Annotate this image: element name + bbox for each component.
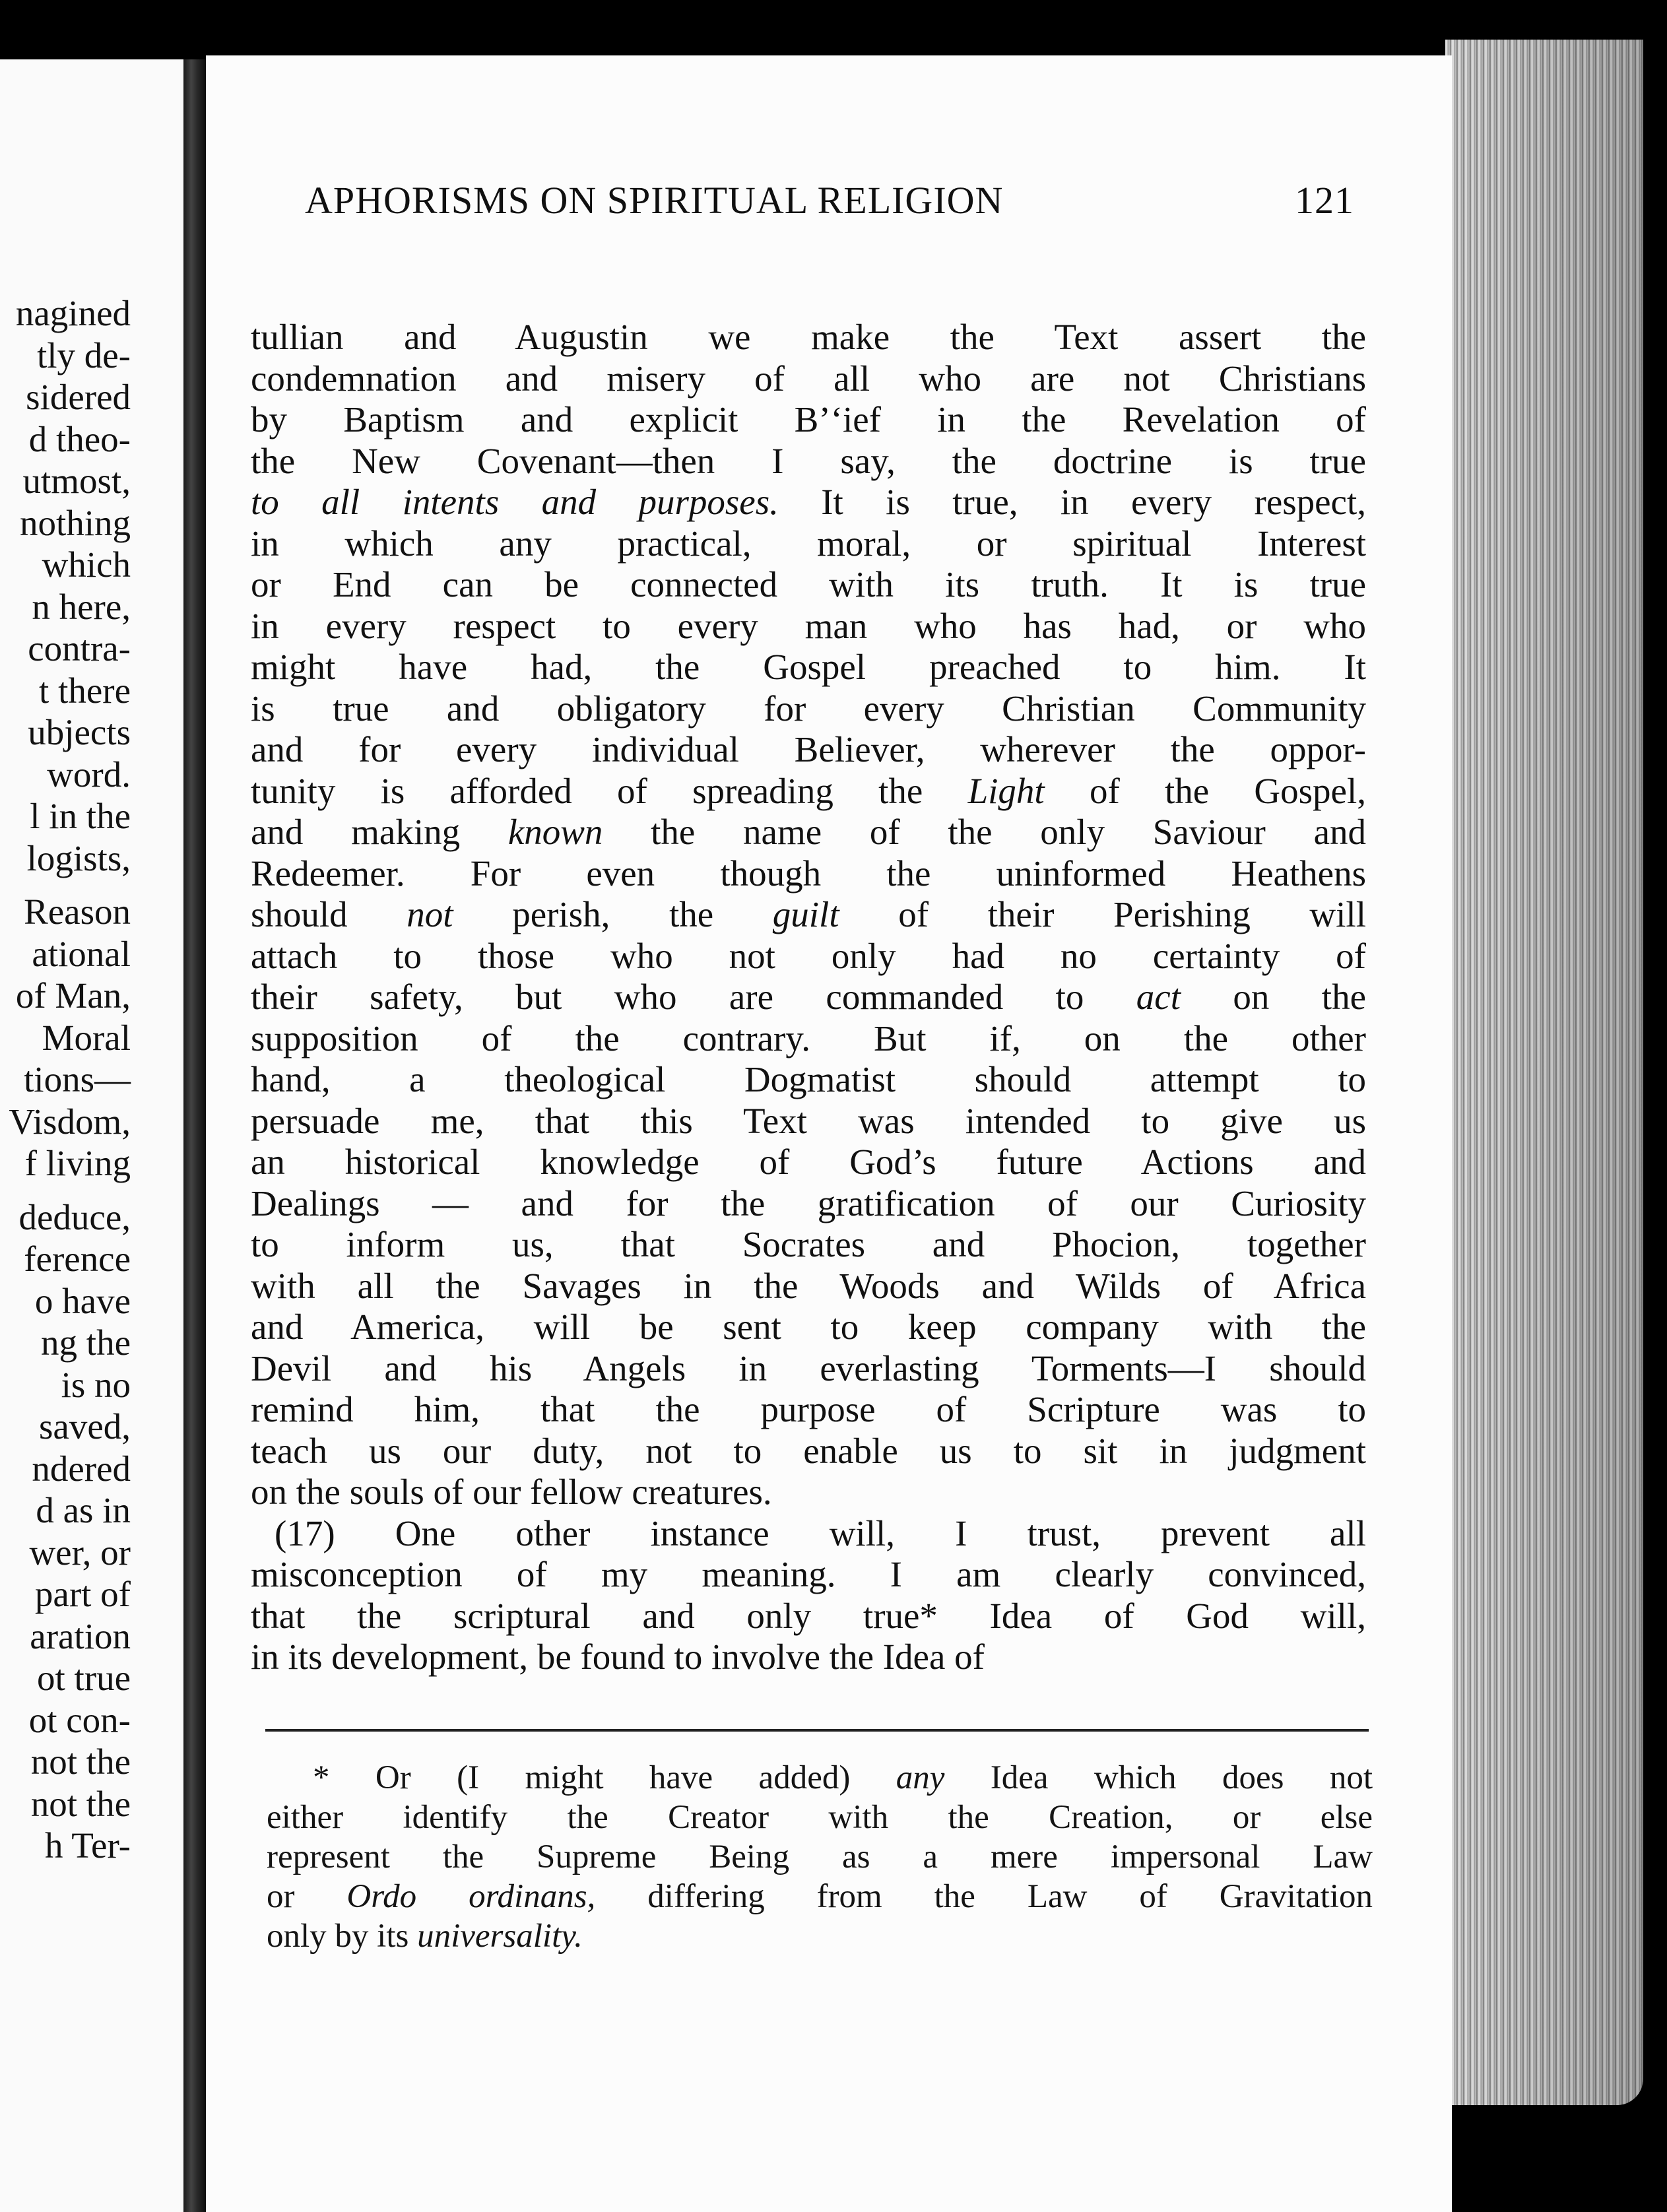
- text-run: that the scriptural and only true* Idea of God will,: [251, 1595, 1366, 1636]
- italic-text: universality.: [417, 1918, 583, 1955]
- text-run: condemnation and misery of all who are not Christians: [251, 358, 1366, 399]
- left-page-line: tions—: [24, 1059, 131, 1099]
- text-line: [251, 771, 1366, 812]
- left-page-line: t there: [39, 670, 131, 711]
- left-page: [0, 59, 185, 2212]
- text-run: (17) One other instance will, I trust, prevent all: [275, 1513, 1366, 1553]
- left-page-line: ng the: [41, 1322, 131, 1363]
- text-run: in which any practical, moral, or spiritual Interest: [251, 523, 1366, 564]
- left-page-line: ference: [24, 1239, 131, 1279]
- text-run: * Or (I might have added): [313, 1759, 896, 1796]
- left-page-line: d as in: [36, 1490, 131, 1530]
- left-page-line: ot con-: [28, 1699, 131, 1740]
- italic-text: to all intents and purposes.: [251, 482, 779, 522]
- text-run: ’: [818, 399, 831, 439]
- text-line: [251, 1266, 1366, 1307]
- left-page-line: deduce,: [18, 1196, 131, 1237]
- page-header: [305, 178, 1354, 231]
- text-run: hand, a theological Dogmatist should attempt to: [251, 1059, 1366, 1099]
- left-page-line: word.: [47, 754, 131, 795]
- text-line: [251, 358, 1366, 400]
- body-text: [251, 317, 1366, 1678]
- left-page-line: ndered: [32, 1448, 131, 1489]
- text-run: and making: [251, 812, 508, 852]
- text-line: [251, 1472, 1366, 1513]
- left-page-line: ational: [32, 933, 131, 974]
- text-run: represent the Supreme Being as a mere impersonal Law: [267, 1838, 1373, 1875]
- text-run: and America, will be sent to keep company with the: [251, 1307, 1366, 1347]
- text-run: It is true, in every respect,: [778, 482, 1366, 522]
- text-line: [251, 729, 1366, 771]
- text-run: with all the Savages in the Woods and Wilds of Africa: [251, 1265, 1366, 1306]
- text-line: [251, 647, 1366, 688]
- left-page-line: n here,: [32, 586, 131, 627]
- text-run: ‘ief in the Revelation of: [830, 399, 1366, 439]
- text-line: [251, 1224, 1366, 1266]
- text-line: [251, 1142, 1366, 1183]
- text-line: [251, 853, 1366, 895]
- text-run: tunity is afforded of spreading the: [251, 770, 968, 811]
- text-run: teach us our duty, not to enable us to sit in judgment: [251, 1430, 1366, 1471]
- text-line: [251, 317, 1366, 358]
- text-run: supposition of the contrary. But if, on the other: [251, 1018, 1366, 1058]
- text-run: either identify the Creator with the Creation, or else: [267, 1799, 1373, 1836]
- left-page-line: l in the: [30, 796, 131, 836]
- left-page-line: contra-: [28, 628, 131, 668]
- text-run: their safety, but who are commanded to: [251, 977, 1136, 1017]
- running-title: APHORISMS ON SPIRITUAL RELIGION: [305, 179, 1004, 222]
- text-run: an historical knowledge of God’s future Actions and: [251, 1142, 1366, 1182]
- text-line: [251, 1307, 1366, 1348]
- text-run: tullian and Augustin we make the Text assert the: [251, 317, 1366, 357]
- text-run: remind him, that the purpose of Scripture was to: [251, 1389, 1366, 1429]
- text-line: [251, 977, 1366, 1018]
- left-page-line: Visdom,: [9, 1101, 131, 1142]
- text-run: and for every individual Believer, wherever the oppor-: [251, 729, 1366, 769]
- text-line: [251, 1183, 1366, 1225]
- footnote-rule: [265, 1729, 1369, 1732]
- text-line: [251, 1018, 1366, 1060]
- left-page-line: nothing: [19, 502, 131, 543]
- text-line: [251, 1637, 1366, 1678]
- left-page-line: f living: [24, 1143, 131, 1183]
- text-line: [251, 1101, 1366, 1142]
- italic-text: act: [1136, 977, 1181, 1017]
- text-line: [267, 1798, 1373, 1837]
- text-run: the New Covenant—then I say, the doctrine is true: [251, 440, 1366, 481]
- text-line: [251, 1596, 1366, 1637]
- footnote: [267, 1758, 1373, 1956]
- text-line: [251, 1348, 1366, 1390]
- text-run: Devil and his Angels in everlasting Torments—I should: [251, 1348, 1366, 1388]
- text-line: [251, 606, 1366, 647]
- left-page-line: Moral: [42, 1017, 131, 1058]
- text-run: persuade me, that this Text was intended to give us: [251, 1100, 1366, 1141]
- text-run: perish, the: [453, 894, 773, 934]
- text-line: [251, 399, 1366, 441]
- left-page-line: d theo-: [28, 418, 131, 459]
- left-page-line: aration: [30, 1615, 131, 1656]
- text-line: [267, 1877, 1373, 1916]
- text-line: [251, 1554, 1366, 1596]
- left-page-line: of Man,: [15, 975, 131, 1016]
- text-run: on the: [1181, 977, 1366, 1017]
- text-run: Dealings — and for the gratification of our Curiosity: [251, 1183, 1366, 1223]
- right-page: [206, 55, 1452, 2212]
- left-page-line: o have: [34, 1280, 131, 1321]
- text-line: [251, 1431, 1366, 1472]
- text-run: only by its: [267, 1918, 418, 1955]
- text-run: attach to those who not only had no certainty of: [251, 935, 1366, 976]
- text-run: is true and obligatory for every Christian Community: [251, 688, 1366, 729]
- text-line: [251, 1513, 1366, 1555]
- left-page-line: h Ter-: [45, 1825, 131, 1866]
- text-line: [267, 1916, 1373, 1956]
- text-run: or End can be connected with its truth. It is true: [251, 564, 1366, 604]
- left-page-line: nagined: [15, 293, 131, 333]
- left-page-line: Reason: [24, 892, 131, 932]
- text-run: or: [267, 1878, 347, 1915]
- text-run: Redeemer. For even though the uninformed Heathens: [251, 853, 1366, 894]
- text-run: by Baptism and explicit B: [251, 399, 819, 439]
- italic-text: Ordo ordinans,: [346, 1878, 596, 1915]
- text-run: the name of the only Saviour and: [603, 812, 1366, 852]
- left-page-line: saved,: [39, 1406, 131, 1447]
- text-run: Idea which does not: [944, 1759, 1373, 1796]
- text-line: [251, 688, 1366, 730]
- text-line: [251, 441, 1366, 482]
- left-page-line: sidered: [26, 377, 131, 417]
- text-run: might have had, the Gospel preached to him. It: [251, 647, 1366, 687]
- italic-text: any: [896, 1759, 945, 1796]
- page-number: 121: [1295, 179, 1354, 222]
- text-line: [251, 1389, 1366, 1431]
- text-line: [251, 894, 1366, 936]
- left-page-line: not the: [30, 1741, 131, 1782]
- text-run: of their Perishing will: [839, 894, 1366, 934]
- left-page-line: utmost,: [22, 461, 131, 501]
- italic-text: not: [407, 894, 453, 934]
- left-page-line: part of: [34, 1574, 131, 1614]
- text-run: on the souls of our fellow creatures.: [251, 1472, 772, 1512]
- italic-text: guilt: [772, 894, 839, 934]
- left-page-line: which: [42, 544, 131, 585]
- left-page-line: tly de-: [36, 335, 131, 375]
- text-line: [267, 1758, 1373, 1798]
- left-page-line: wer, or: [29, 1532, 131, 1573]
- italic-text: known: [507, 812, 603, 852]
- text-line: [251, 1059, 1366, 1101]
- left-page-line: ubjects: [28, 712, 131, 752]
- left-page-line: is no: [61, 1364, 131, 1405]
- text-run: misconception of my meaning. I am clearly convinced,: [251, 1554, 1366, 1594]
- text-run: of the Gospel,: [1044, 770, 1367, 811]
- text-run: differing from the Law of Gravitation: [595, 1878, 1373, 1915]
- text-run: in its development, be found to involve the Idea of: [251, 1637, 985, 1677]
- text-line: [251, 564, 1366, 606]
- text-line: [251, 936, 1366, 977]
- page-edges-shadow: [1445, 40, 1643, 2105]
- text-run: should: [251, 894, 407, 934]
- text-line: [251, 523, 1366, 565]
- left-page-line: ot true: [36, 1658, 131, 1698]
- text-line: [251, 482, 1366, 523]
- text-run: in every respect to every man who has had, or who: [251, 605, 1366, 646]
- italic-text: Light: [967, 770, 1045, 811]
- left-page-line: not the: [30, 1783, 131, 1824]
- text-line: [267, 1837, 1373, 1877]
- text-run: to inform us, that Socrates and Phocion, together: [251, 1224, 1366, 1264]
- left-page-line: logists,: [26, 837, 131, 878]
- text-line: [251, 812, 1366, 853]
- book-gutter: [183, 59, 206, 2212]
